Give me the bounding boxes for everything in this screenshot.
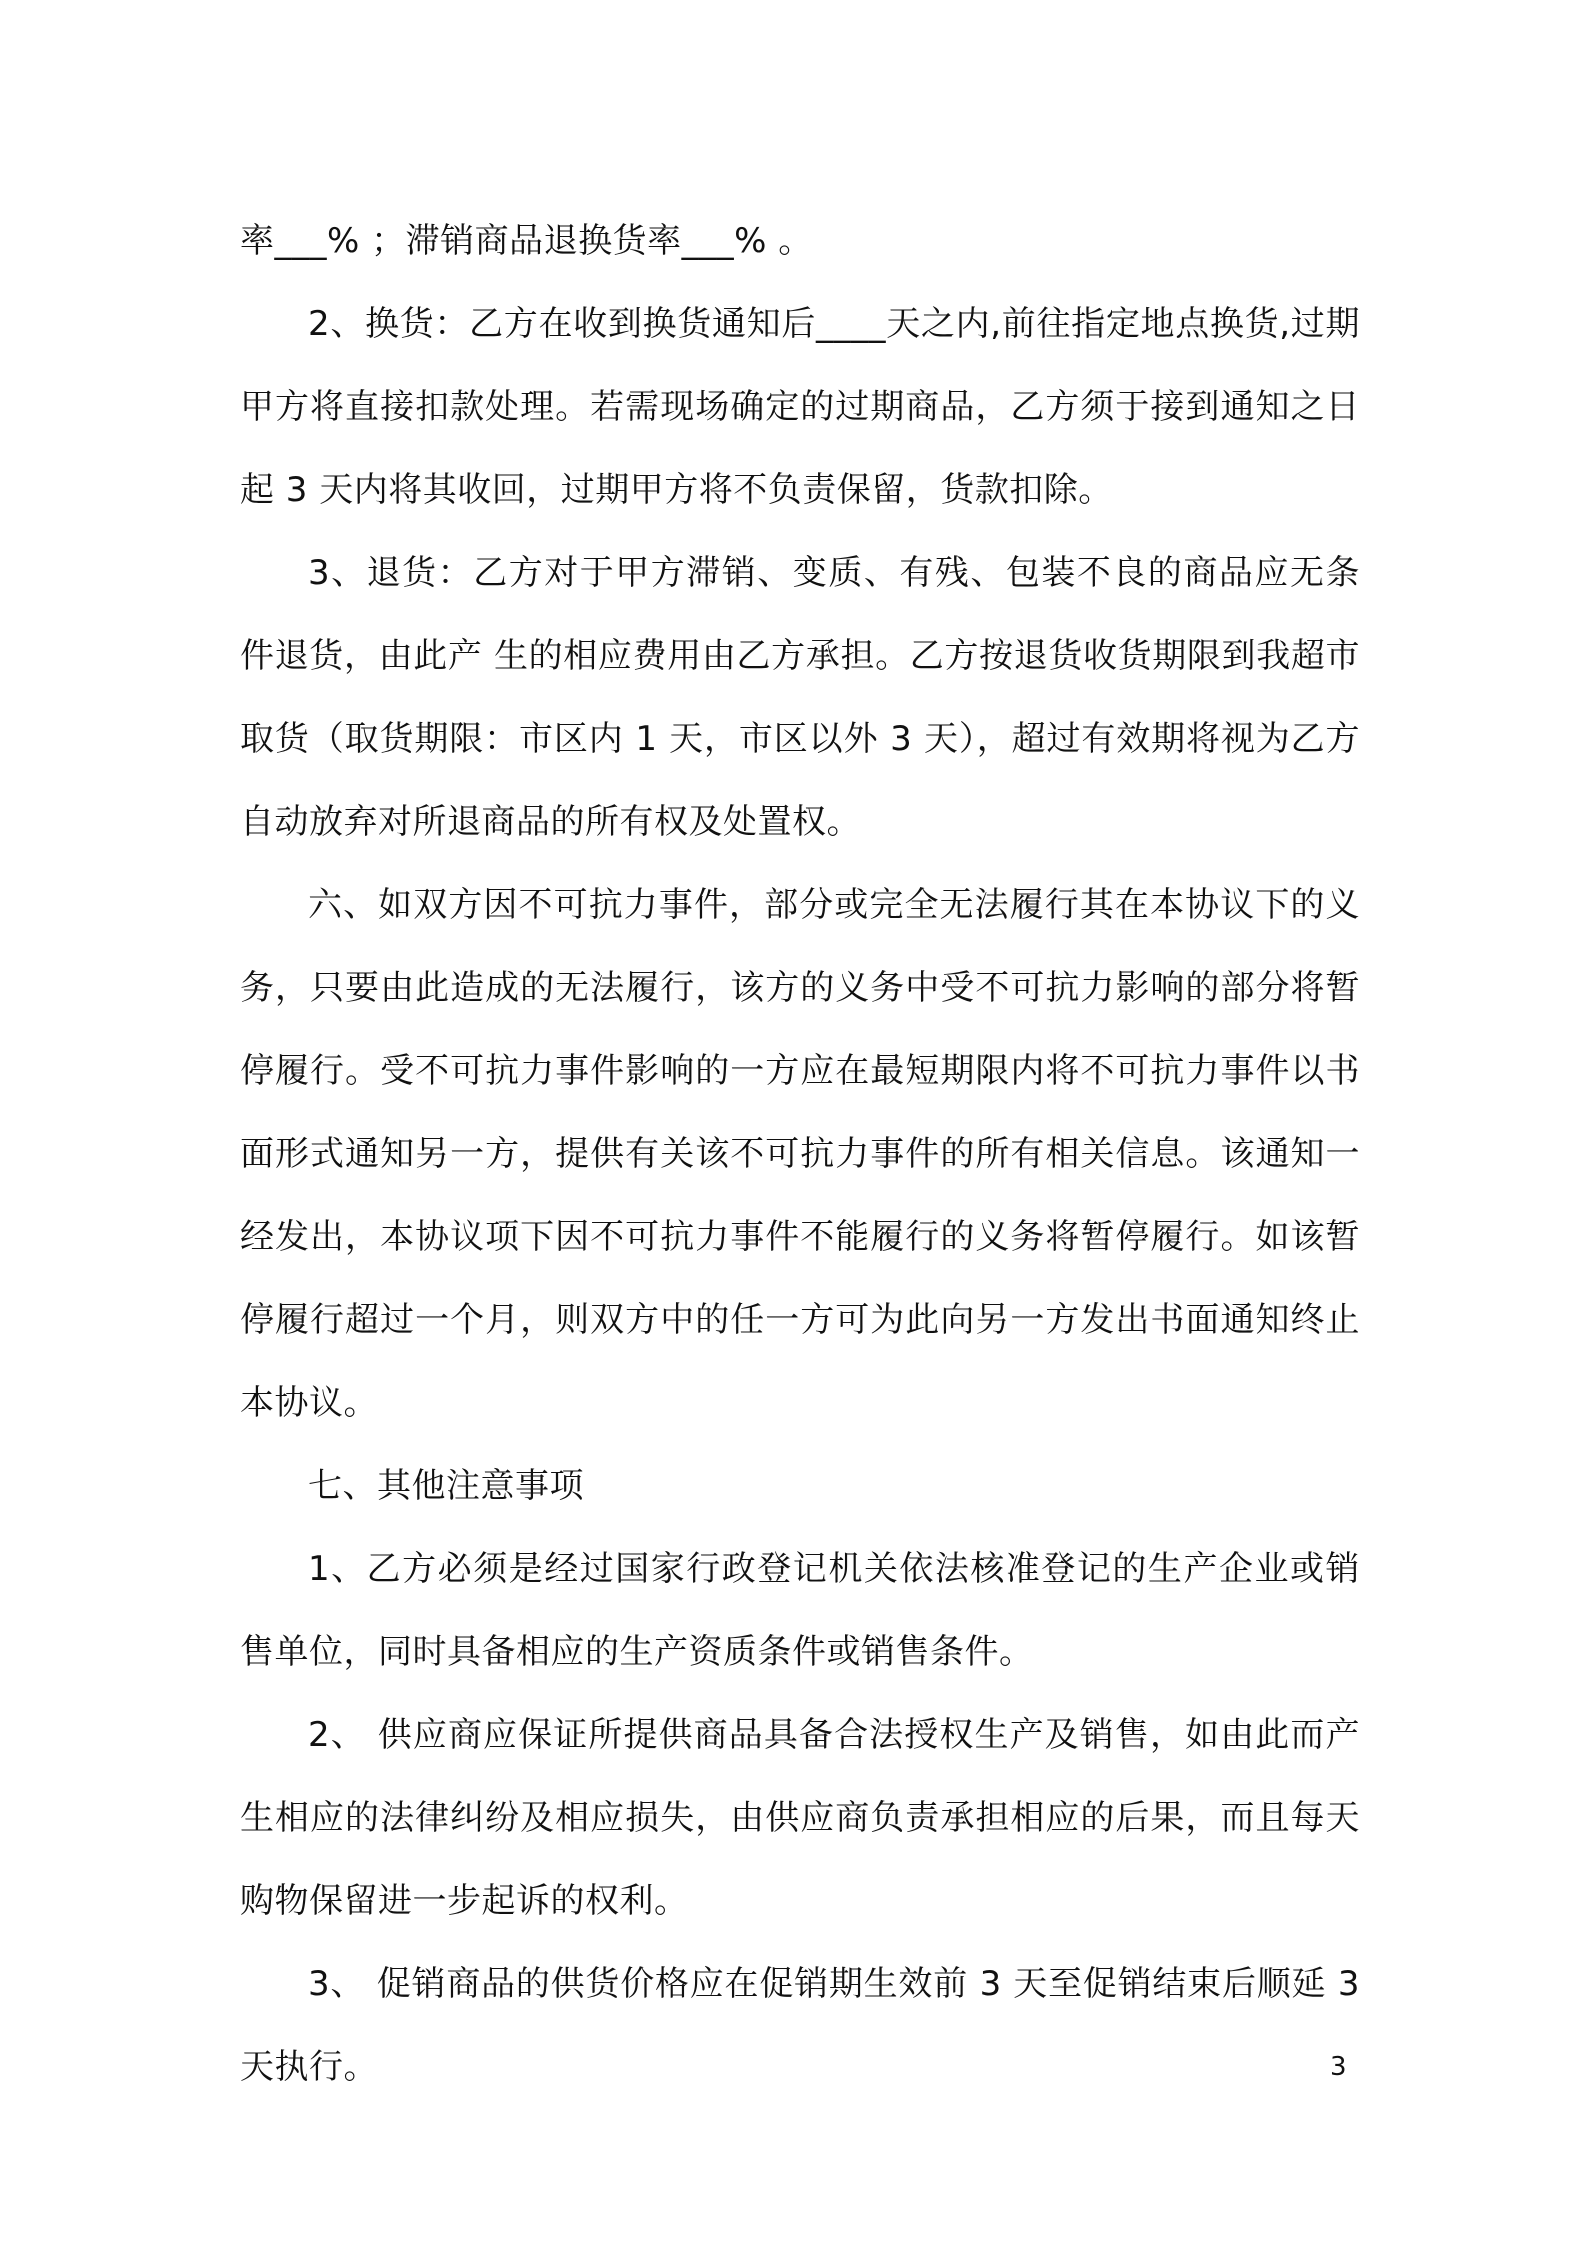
paragraph-rate-continuation: 率___% ；滞销商品退换货率___% 。 (240, 221, 813, 261)
paragraph-exchange: 2、换货：乙方在收到换货通知后____天之内,前往指定地点换货,过期甲方将直接扣款处理。若需现场确定的过期商品，乙方须于接到通知之日起 3 天内将其收回，过期甲方将不负责保留，货款扣除。 (240, 304, 1360, 510)
paragraph-return: 3、退货：乙方对于甲方滞销、变质、有残、包装不良的商品应无条件退货，由此产 生的相应费用由乙方承担。乙方按退货收货期限到我超市取货（取货期限：市区内 1 天，市区以外 3 天），超过有效期将视为乙方自动放弃对所退商品的所有权及处置权。 (240, 553, 1360, 842)
section-heading-other-notes: 七、其他注意事项 (308, 1466, 584, 1506)
paragraph-supplier-authorization: 2、 供应商应保证所提供商品具备合法授权生产及销售，如由此而产生相应的法律纠纷及相应损失，由供应商负责承担相应的后果，而且每天购物保留进一步起诉的权利。 (240, 1715, 1360, 1921)
paragraph-force-majeure: 六、如双方因不可抗力事件，部分或完全无法履行其在本协议下的义务，只要由此造成的无法履行，该方的义务中受不可抗力影响的部分将暂停履行。受不可抗力事件影响的一方应在最短期限内将不可抗力事件以书面形式通知另一方，提供有关该不可抗力事件的所有相关信息。该通知一经发出，本协议项下因不可抗力事件不能履行的义务将暂停履行。如该暂停履行超过一个月，则双方中的任一方可为此向另一方发出书面通知终止本协议。 (240, 885, 1360, 1423)
page-number: 3 (1330, 2052, 1347, 2082)
paragraph-supplier-registration: 1、乙方必须是经过国家行政登记机关依法核准登记的生产企业或销售单位，同时具备相应的生产资质条件或销售条件。 (240, 1549, 1360, 1672)
paragraph-promotion-pricing: 3、 促销商品的供货价格应在促销期生效前 3 天至促销结束后顺延 3 天执行。 (240, 1964, 1360, 2087)
document-body (240, 200, 1360, 2109)
